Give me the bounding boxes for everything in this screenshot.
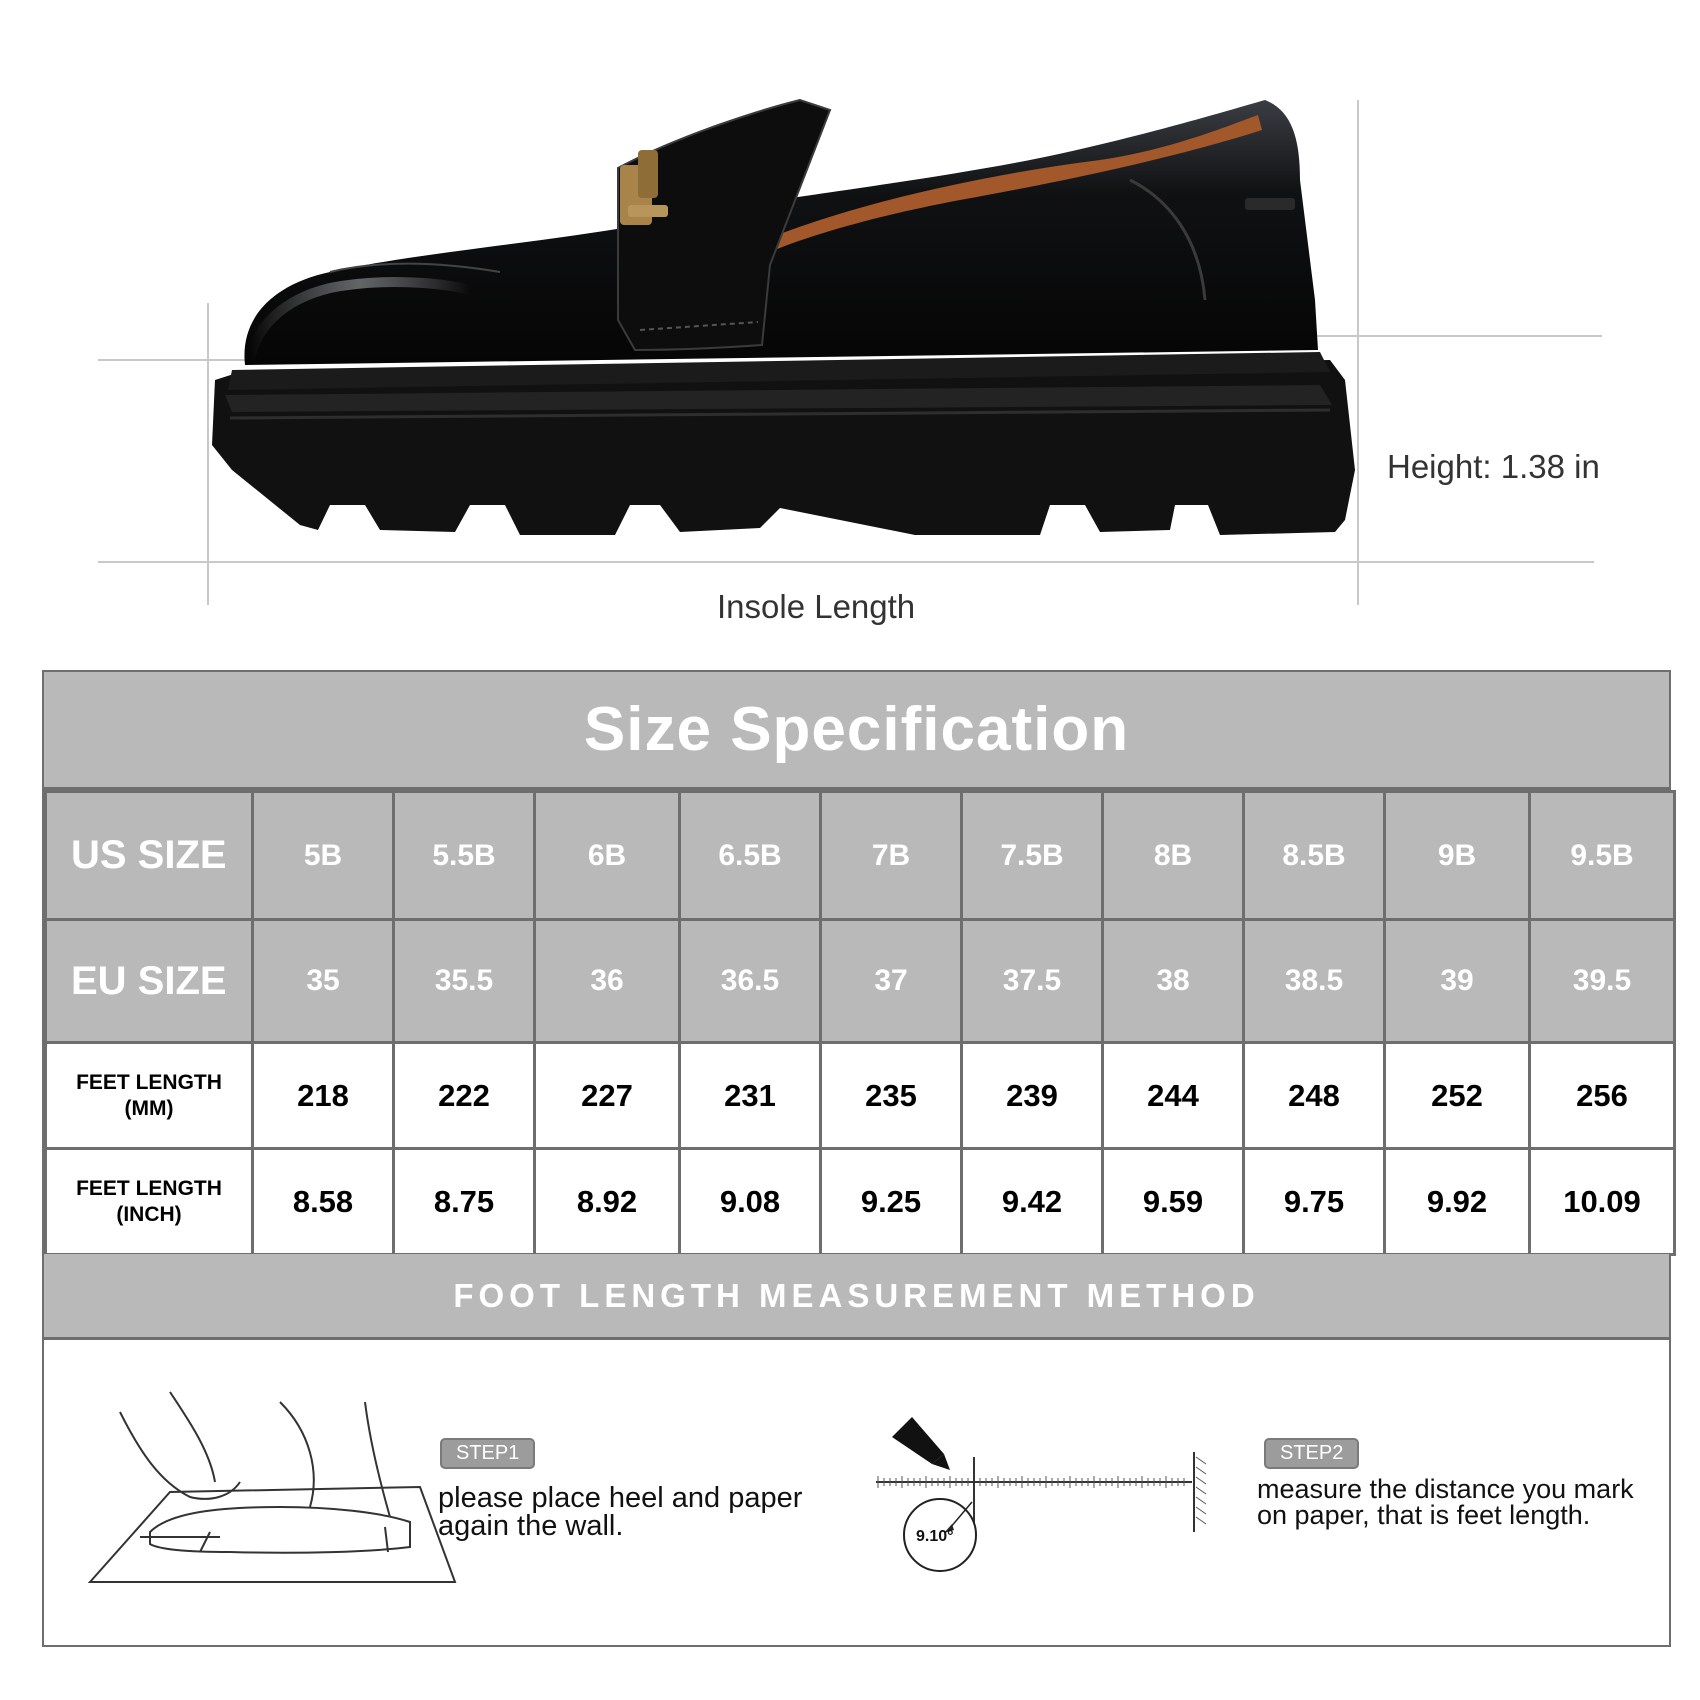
table-cell: 9.5B [1530,792,1675,920]
table-cell: 7B [821,792,962,920]
table-cell: 8.5B [1244,792,1385,920]
table-cell: 9.42 [962,1149,1103,1255]
table-cell: 35.5 [394,920,535,1043]
foot-on-paper-icon [80,1372,460,1592]
table-cell: 7.5B [962,792,1103,920]
table-cell: 38.5 [1244,920,1385,1043]
method-title-band [44,1254,1669,1340]
table-cell: 9B [1385,792,1530,920]
table-cell: 218 [253,1043,394,1149]
table-cell: 38 [1103,920,1244,1043]
size-table [44,790,1676,1256]
step1-badge: STEP1 [440,1438,535,1469]
table-row-eu-size [46,920,1675,1043]
table-cell: 5.5B [394,792,535,920]
row-label-feet-length-inch [46,1149,253,1255]
row-label-line2: (MM) [124,1096,174,1120]
table-cell: 244 [1103,1043,1244,1149]
size-chart [42,670,1671,1647]
step2-text [1257,1476,1634,1528]
table-row-feet-length-mm [46,1043,1675,1149]
table-cell: 239 [962,1043,1103,1149]
table-cell: 9.59 [1103,1149,1244,1255]
method-title: FOOT LENGTH MEASUREMENT METHOD [453,1276,1260,1314]
table-cell: 36.5 [680,920,821,1043]
ruler-pencil-icon [872,1402,1242,1577]
table-cell: 6.5B [680,792,821,920]
table-cell: 248 [1244,1043,1385,1149]
size-chart-title: Size Specification [583,695,1130,764]
table-cell: 227 [535,1043,680,1149]
row-label-line1: FEET LENGTH [76,1070,222,1094]
loafer-shoe-icon [0,0,1700,650]
table-cell: 9.75 [1244,1149,1385,1255]
height-label: Height: 1.38 in [1387,448,1600,485]
table-cell: 9.25 [821,1149,962,1255]
table-cell: 37.5 [962,920,1103,1043]
table-row-feet-length-inch [46,1149,1675,1255]
row-label-us-size: US SIZE [46,792,253,920]
table-cell: 9.08 [680,1149,821,1255]
row-label-line1: FEET LENGTH [76,1176,222,1200]
step2-line1: measure the distance you mark [1257,1474,1634,1504]
table-cell: 8B [1103,792,1244,920]
table-cell: 231 [680,1043,821,1149]
step1-text [438,1484,802,1540]
step2-badge: STEP2 [1264,1438,1359,1469]
angle-label: 9.10° [916,1528,954,1545]
step2-line2: on paper, that is feet length. [1257,1500,1591,1530]
table-cell: 222 [394,1043,535,1149]
row-label-eu-size: EU SIZE [46,920,253,1043]
table-cell: 35 [253,920,394,1043]
table-cell: 235 [821,1043,962,1149]
table-cell: 8.58 [253,1149,394,1255]
table-cell: 39 [1385,920,1530,1043]
table-cell: 252 [1385,1043,1530,1149]
table-cell: 256 [1530,1043,1675,1149]
insole-length-label: Insole Length [717,588,916,625]
table-cell: 10.09 [1530,1149,1675,1255]
table-cell: 6B [535,792,680,920]
product-dimension-area [0,0,1700,650]
row-label-feet-length-mm [46,1043,253,1149]
table-cell: 8.92 [535,1149,680,1255]
table-cell: 5B [253,792,394,920]
table-cell: 37 [821,920,962,1043]
table-cell: 39.5 [1530,920,1675,1043]
table-cell: 9.92 [1385,1149,1530,1255]
table-cell: 36 [535,920,680,1043]
step1-line2: again the wall. [438,1510,624,1542]
size-chart-title-band [44,672,1669,790]
step1-line1: please place heel and paper [438,1482,803,1514]
row-label-line2: (INCH) [116,1202,182,1226]
table-cell: 8.75 [394,1149,535,1255]
table-row-us-size [46,792,1675,920]
